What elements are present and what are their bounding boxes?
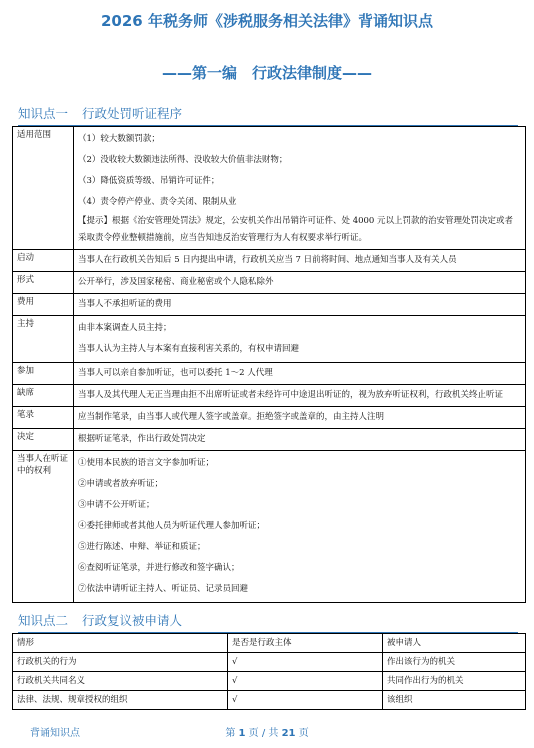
cell-line: 根据听证笔录，作出行政处罚决定 [78, 434, 206, 444]
table-row [13, 672, 526, 691]
table-cell: √ [228, 653, 383, 672]
table-row [13, 316, 526, 363]
table-cell: 行政机关共同名义 [13, 672, 228, 691]
table-row [13, 429, 526, 451]
row-key-cell: 决定 [13, 429, 74, 451]
row-value-cell [74, 294, 526, 316]
knowledge-point-label: 行政复议被申请人 [82, 613, 183, 628]
row-key-cell: 费用 [13, 294, 74, 316]
row-key-cell: 参加 [13, 363, 74, 385]
table-cell: 作出该行为的机关 [383, 653, 526, 672]
row-value-cell [74, 429, 526, 451]
row-value-cell [74, 451, 526, 603]
table-header-row [13, 634, 526, 653]
document-title: 2026 年税务师《涉税服务相关法律》背诵知识点 [101, 12, 433, 30]
table-row [13, 451, 526, 603]
table-cell: √ [228, 691, 383, 710]
header-cell: 是否是行政主体 [228, 634, 383, 653]
footer-label: 背诵知识点 [30, 728, 80, 739]
table-row [13, 407, 526, 429]
hearing-procedure-table [12, 126, 526, 603]
cell-line: ⑥查阅听证笔录，并进行修改和签字确认； [78, 563, 240, 573]
current-page: 1 [238, 728, 246, 739]
table-cell: √ [228, 672, 383, 691]
cell-line: 当事人可以亲自参加听证，也可以委托 1～2 人代理 [78, 368, 273, 378]
knowledge-point-label: 行政处罚听证程序 [82, 106, 183, 121]
cell-line: 当事人及其代理人无正当理由拒不出席听证或者未经许可中途退出听证的，视为放弃听证权利，行政机关终止听证 [78, 390, 504, 400]
row-key-cell: 缺席 [13, 385, 74, 407]
cell-line: ⑤进行陈述、申辩、举证和质证； [78, 542, 206, 552]
row-key-cell: 形式 [13, 272, 74, 294]
table-row [13, 294, 526, 316]
cell-line: （3）降低资质等级、吊销许可证件； [78, 176, 220, 186]
cell-line: 【提示】根据《治安管理处罚法》规定，公安机关作出吊销许可证件、处 4000 元以上罚款的治安管理处罚决定或者采取责令停业整顿措施前，应当告知违反治安管理行为人有权要求举行听证。 [78, 216, 514, 243]
cell-line: ①使用本民族的语言文字参加听证； [78, 458, 215, 468]
page-suffix: 页 [298, 728, 309, 739]
table-row [13, 127, 526, 250]
cell-line: （2）没收较大数额违法所得、没收较大价值非法财物； [78, 155, 288, 165]
row-key-cell: 适用范围 [13, 127, 74, 250]
cell-line: 应当制作笔录，由当事人或代理人签字或盖章。拒绝签字或盖章的，由主持人注明 [78, 412, 385, 422]
total-pages: 21 [281, 728, 296, 739]
table-row [13, 250, 526, 272]
cell-line: 当事人在行政机关告知后 5 日内提出申请，行政机关应当 7 日前将时间、地点通知当事人及有关人员 [78, 255, 457, 265]
knowledge-point-2-heading [18, 611, 518, 633]
cell-line: 公开举行，涉及国家秘密、商业秘密或个人隐私除外 [78, 277, 274, 287]
page-prefix: 第 [225, 728, 236, 739]
header-cell: 情形 [13, 634, 228, 653]
page-mid: 页 / 共 [248, 728, 279, 739]
row-value-cell [74, 385, 526, 407]
cell-line: 由非本案调查人员主持； [78, 323, 172, 333]
row-value-cell [74, 127, 526, 250]
cell-line: 当事人认为主持人与本案有直接利害关系的，有权申请回避 [78, 344, 300, 354]
cell-line: ③申请不公开听证； [78, 500, 155, 510]
row-value-cell [74, 272, 526, 294]
table-cell: 行政机关的行为 [13, 653, 228, 672]
row-value-cell [74, 250, 526, 272]
table-cell: 法律、法规、规章授权的组织 [13, 691, 228, 710]
row-value-cell [74, 407, 526, 429]
cell-line: 当事人不承担听证的费用 [78, 299, 172, 309]
table-row [13, 385, 526, 407]
table-row [13, 691, 526, 710]
cell-line: （4）责令停产停业、责令关闭、限制从业 [78, 197, 237, 207]
row-value-cell [74, 316, 526, 363]
table-row [13, 363, 526, 385]
cell-line: ⑦依法申请听证主持人、听证员、记录员回避 [78, 584, 249, 594]
header-cell: 被申请人 [383, 634, 526, 653]
cell-line: （1）较大数额罚款； [78, 134, 160, 144]
respondent-table [12, 633, 526, 710]
table-row [13, 272, 526, 294]
row-key-cell: 启动 [13, 250, 74, 272]
cell-line: ④委托律师或者其他人员为听证代理人参加听证； [78, 521, 266, 531]
table-row [13, 653, 526, 672]
page-number [0, 724, 534, 739]
row-key-cell: 当事人在听证中的权利 [13, 451, 74, 603]
chapter-heading: ——第一编 行政法律制度—— [161, 64, 372, 82]
knowledge-point-number: 知识点二 [18, 613, 69, 628]
cell-line: ②申请或者放弃听证； [78, 479, 164, 489]
knowledge-point-number: 知识点一 [18, 106, 69, 121]
knowledge-point-1-heading [18, 104, 518, 126]
row-value-cell [74, 363, 526, 385]
table-cell: 该组织 [383, 691, 526, 710]
table-cell: 共同作出行为的机关 [383, 672, 526, 691]
row-key-cell: 主持 [13, 316, 74, 363]
row-key-cell: 笔录 [13, 407, 74, 429]
